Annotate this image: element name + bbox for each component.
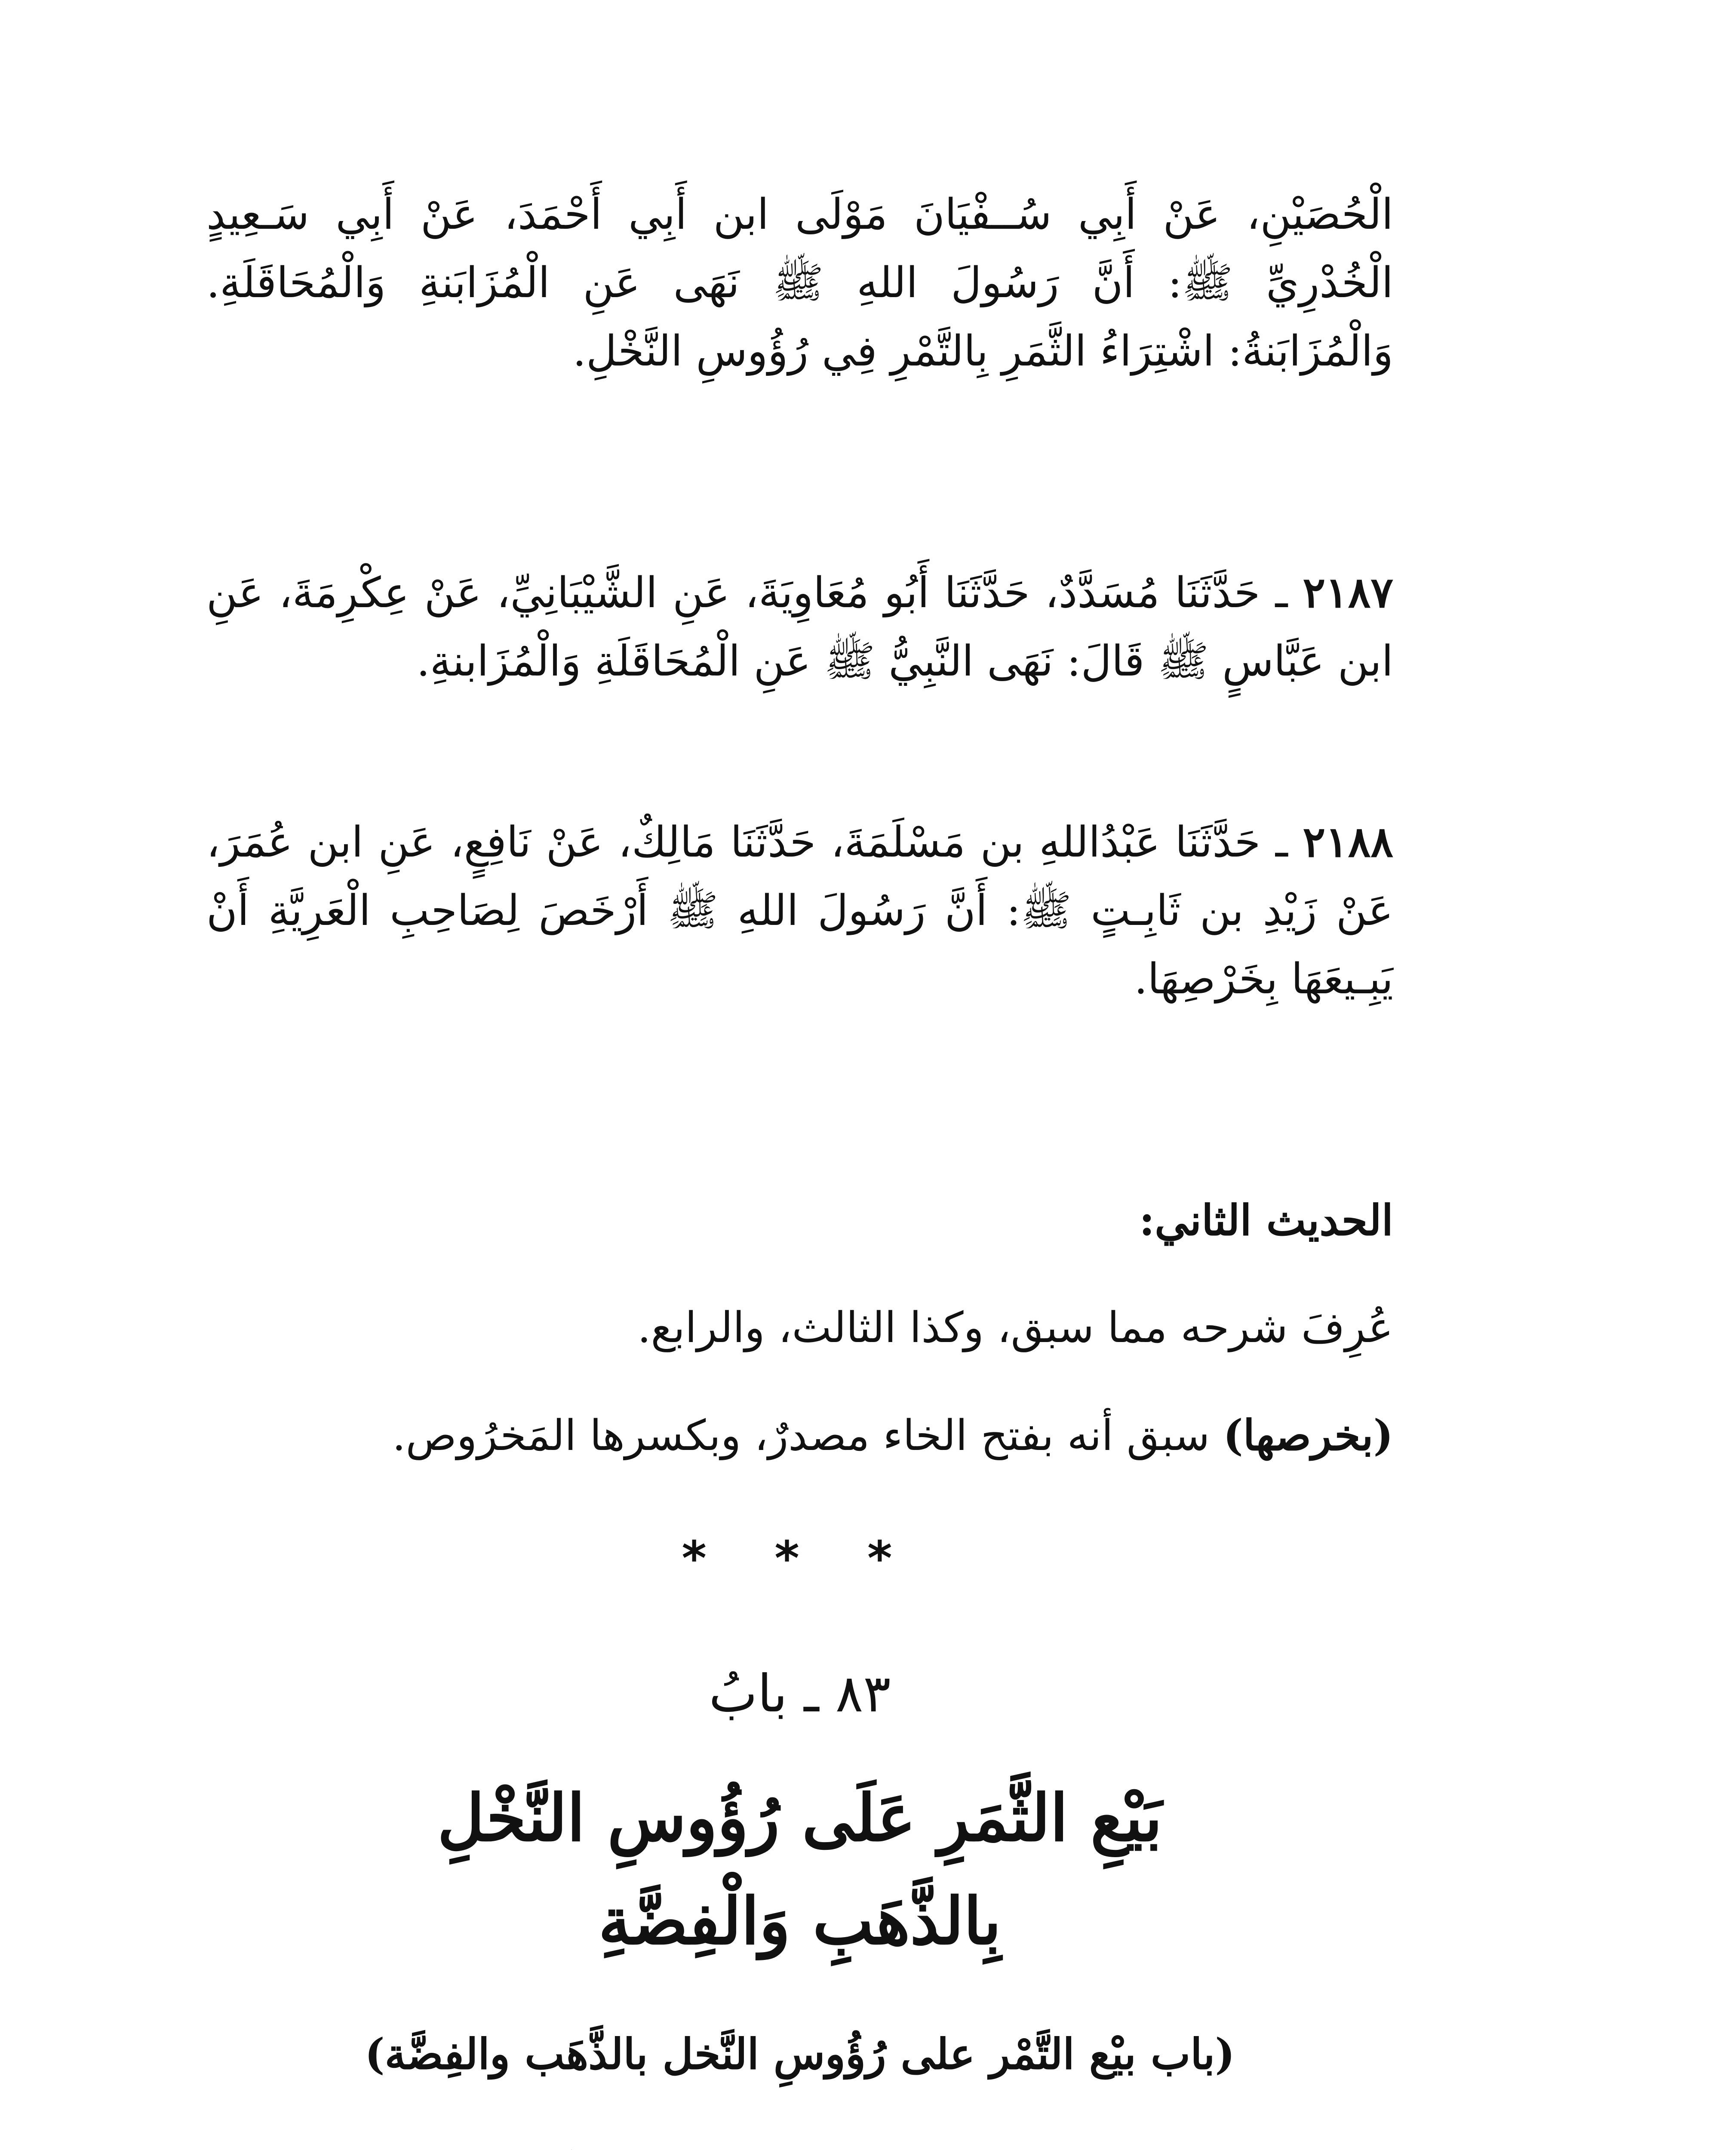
commentary-line-term xyxy=(206,1406,1393,1465)
commentary-explanation: سبق أنه بفتح الخاء مصدرٌ، وبكسرها المَخرُوص. xyxy=(392,1411,1210,1460)
paragraph-text: الْحُصَيْنِ، عَنْ أَبِي سُــفْيَانَ مَوْلَى ابن أَبِي أَحْمَدَ، عَنْ أَبِي سَـعِيدٍ الْخُدْرِيِّ ﷺ: أَنَّ رَسُولَ اللهِ ﷺ نَهَى عَنِ الْمُزَابَنةِ وَالْمُحَاقَلَةِ. وَالْمُزَابَنةُ: اشْتِرَاءُ الثَّمَرِ بِالتَّمْرِ فِي رُؤُوسِ النَّخْلِ. xyxy=(206,190,1393,376)
section-separator: * * * xyxy=(682,1531,918,1586)
hadith-number: ٢١٨٨ xyxy=(1303,817,1393,867)
commentary-heading: الحديث الثاني: xyxy=(1139,1196,1393,1245)
chapter-label: ٨٣ ـ بابُ xyxy=(709,1664,891,1724)
commentary-term: (بخرصها) xyxy=(1223,1411,1393,1460)
chapter-title-line-1: بَيْعِ الثَّمَرِ عَلَى رُؤُوسِ النَّخْلِ xyxy=(437,1780,1162,1856)
chapter-subtitle: (باب بيْع التَّمْر على رُؤُوسِ النَّخل بالذَّهَب والفِضَّة) xyxy=(365,2030,1235,2079)
hadith-text: ـ حَدَّثَنَا عَبْدُاللهِ بن مَسْلَمَةَ، حَدَّثَنَا مَالِكٌ، عَنْ نَافِعٍ، عَنِ ابن عُمَرَ، عَنْ زَيْدِ بن ثَابِـتٍ ﷺ: أَنَّ رَسُولَ اللهِ ﷺ أَرْخَصَ لِصَاحِبِ الْعَرِيَّةِ أَنْ يَبِـيعَهَا بِخَرْصِهَا. xyxy=(206,818,1393,1004)
chapter-title-line-2: بِالذَّهَبِ وَالْفِضَّةِ xyxy=(598,1883,1002,1959)
hadith-2187 xyxy=(206,559,1393,696)
hadith-text: ـ حَدَّثَنَا مُسَدَّدٌ، حَدَّثَنَا أَبُو مُعَاوِيَةَ، عَنِ الشَّيْبَانِيِّ، عَنْ عِكْرِمَةَ، عَنِ ابن عَبَّاسٍ ﷺ قَالَ: نَهَى النَّبِيُّ ﷺ عَنِ الْمُحَاقَلَةِ وَالْمُزَابنةِ. xyxy=(206,568,1393,686)
commentary-line: عُرِفَ شرحه مما سبق، وكذا الثالث، والرابع. xyxy=(637,1303,1393,1352)
hadith-2188 xyxy=(206,808,1393,1013)
paragraph-continuation xyxy=(206,181,1393,385)
hadith-number: ٢١٨٧ xyxy=(1303,568,1394,617)
